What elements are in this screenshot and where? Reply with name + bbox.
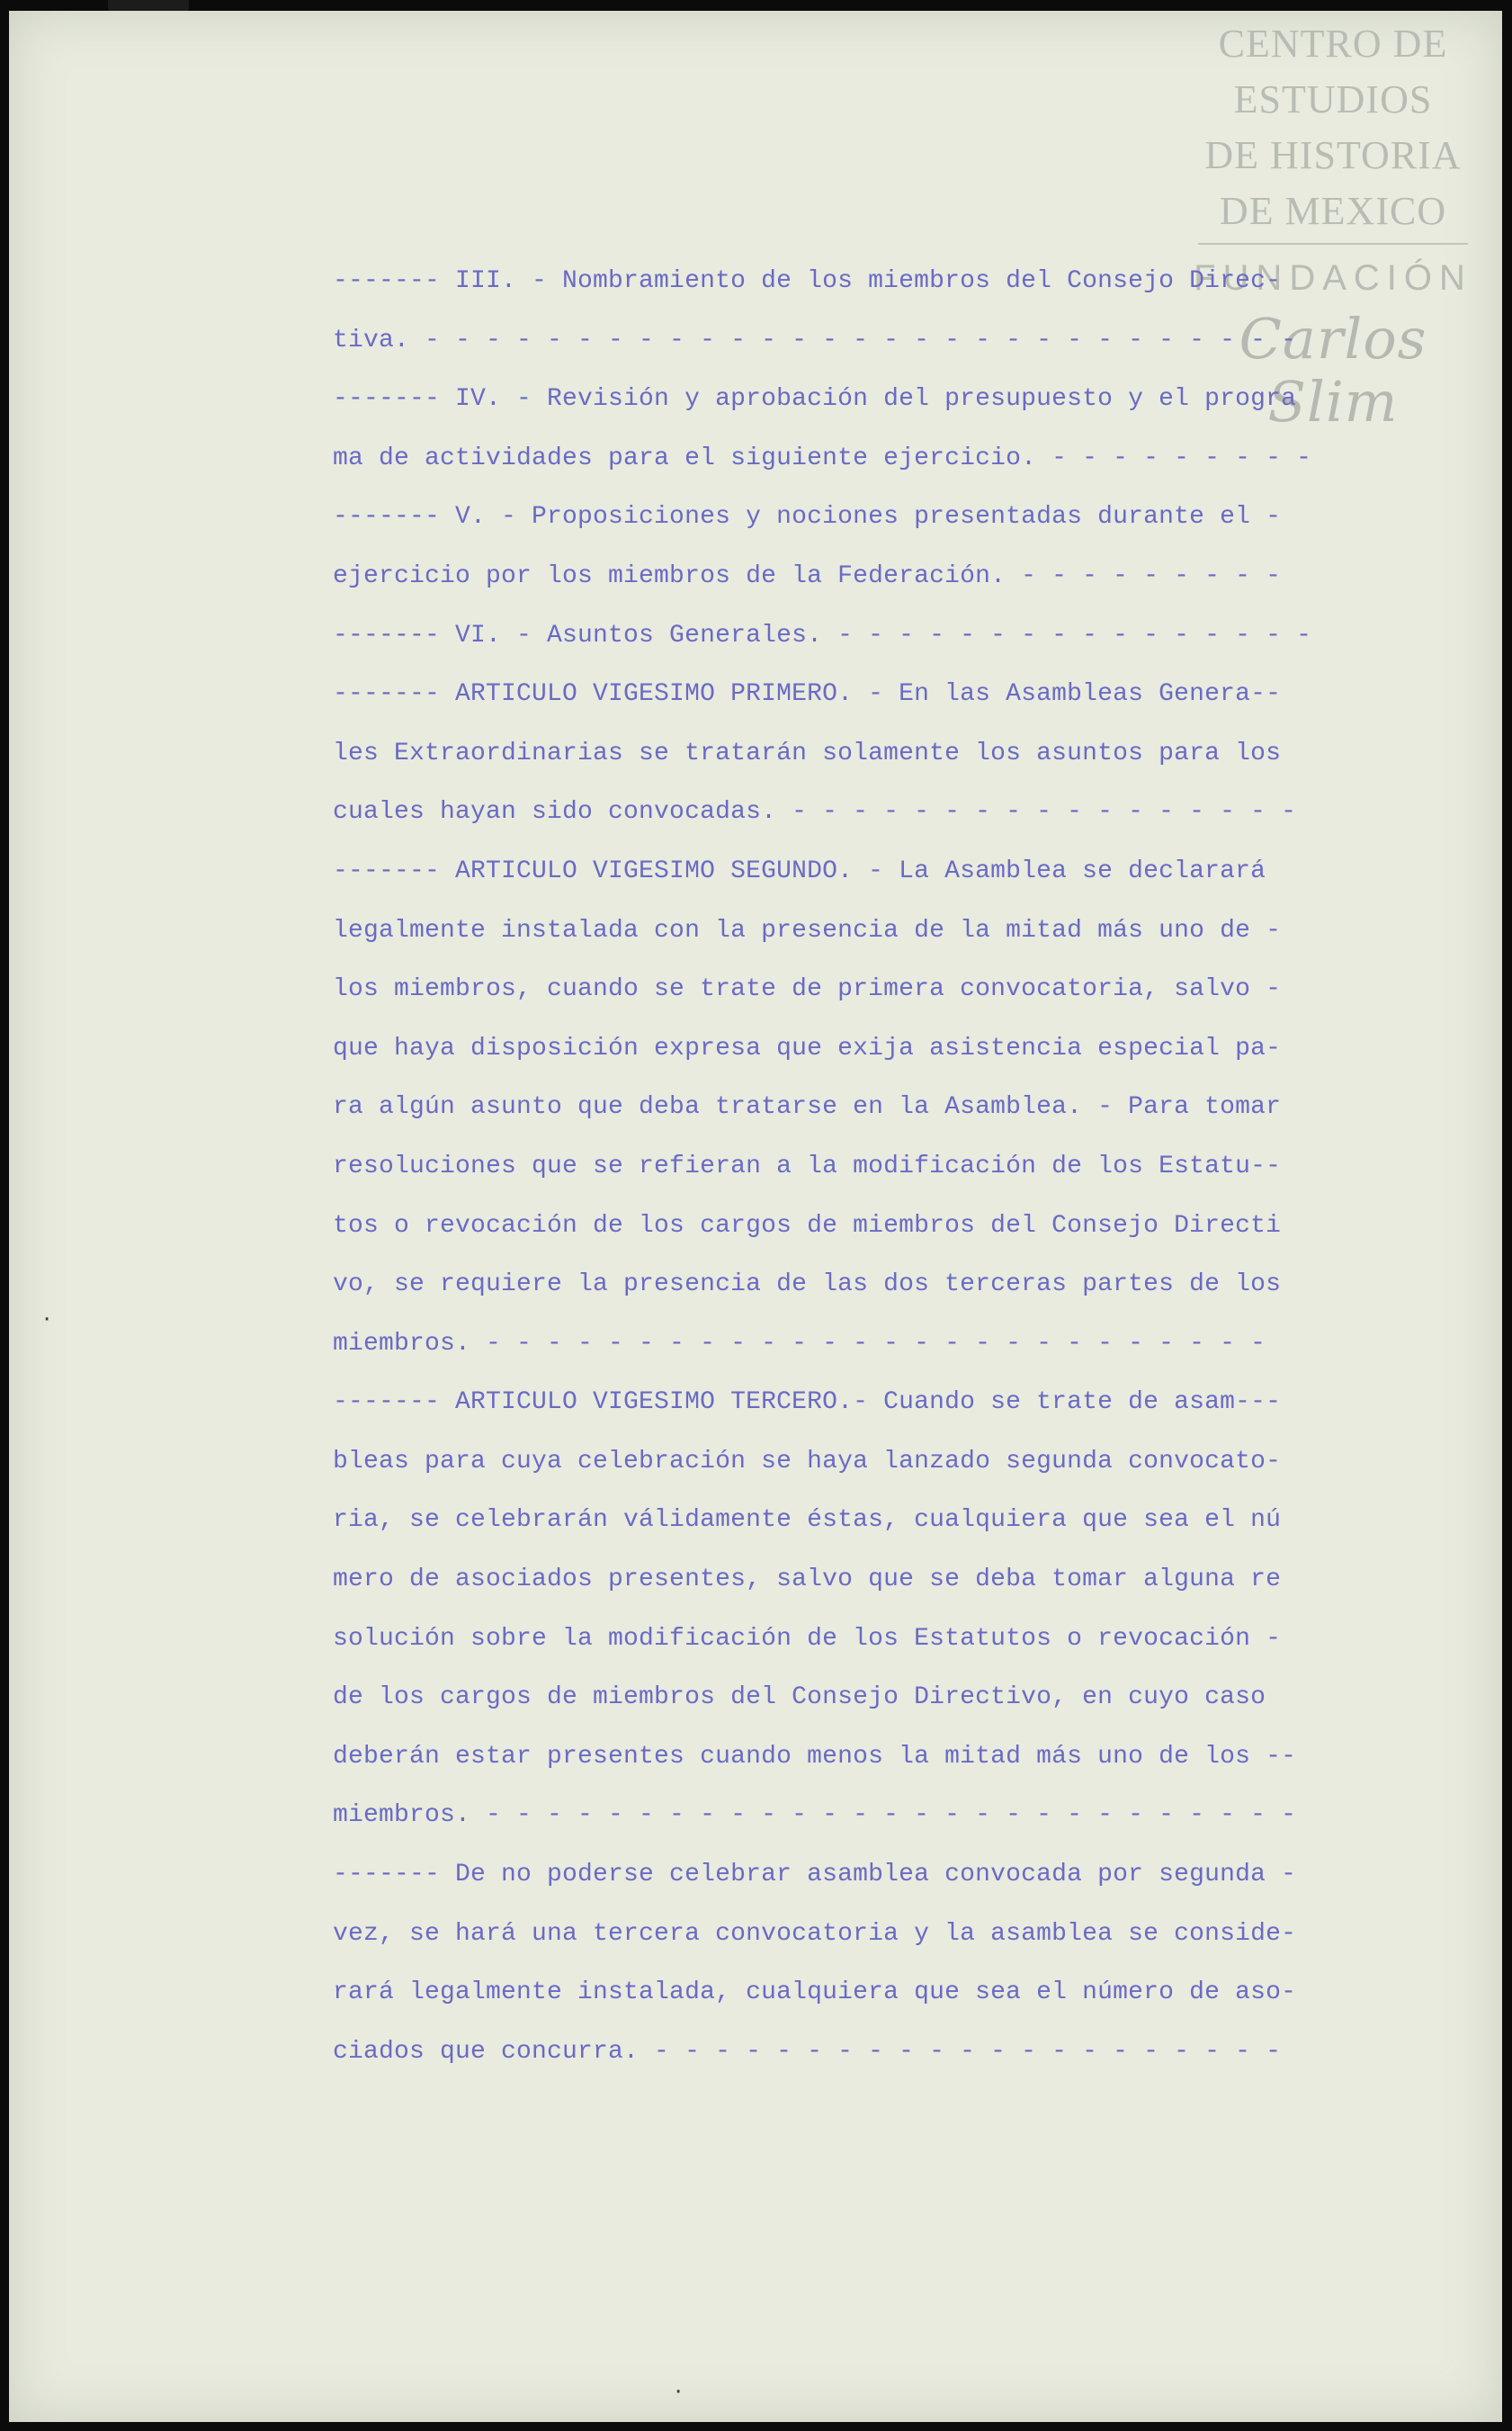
text-line: ------- VI. - Asuntos Generales. - - - - - - - - - - - - - - - -: [333, 621, 1312, 650]
watermark-signature: Carlos Slim: [1239, 306, 1427, 435]
watermark-line: DE HISTORIA: [1204, 133, 1462, 177]
text-line: ejercicio por los miembros de la Federación. - - - - - - - - -: [333, 561, 1282, 590]
text-line: mero de asociados presentes, salvo que se deba tomar alguna re: [333, 1565, 1282, 1594]
text-line: legalmente instalada con la presencia de la mitad más uno de -: [333, 916, 1282, 945]
text-line: resoluciones que se refieran a la modificación de los Estatu--: [333, 1152, 1282, 1180]
text-line: tiva. - - - - - - - - - - - - - - - - - - - - - - - - - - - - -: [333, 326, 1297, 354]
watermark-line: ESTUDIOS: [1233, 77, 1433, 121]
document-page: [9, 11, 1502, 2422]
text-line: deberán estar presentes cuando menos la mitad más uno de los --: [333, 1742, 1297, 1771]
text-line: que haya disposición expresa que exija asistencia especial pa-: [333, 1034, 1282, 1063]
text-line: bleas para cuya celebración se haya lanzado segunda convocato-: [333, 1447, 1282, 1476]
text-line: ------- ARTICULO VIGESIMO PRIMERO. - En las Asambleas Genera--: [333, 680, 1282, 709]
text-line: ------- III. - Nombramiento de los miembros del Consejo Direc-: [333, 267, 1282, 295]
typed-text-body: [333, 252, 1312, 2081]
text-line: ciados que concurra. - - - - - - - - - - - - - - - - - - - - -: [333, 2037, 1282, 2066]
text-line: ------- ARTICULO VIGESIMO TERCERO.- Cuando se trate de asam---: [333, 1388, 1282, 1417]
paper-speck: ·: [675, 2379, 683, 2406]
text-line: ma de actividades para el siguiente ejercicio. - - - - - - - - -: [333, 444, 1312, 472]
watermark-divider: [1198, 243, 1468, 245]
text-line: de los cargos de miembros del Consejo Directivo, en cuyo caso: [333, 1683, 1266, 1712]
text-line: vez, se hará una tercera convocatoria y la asamblea se conside-: [333, 1919, 1297, 1948]
watermark-line: CENTRO DE: [1218, 22, 1448, 66]
text-line: miembros. - - - - - - - - - - - - - - - - - - - - - - - - - -: [333, 1329, 1266, 1358]
watermark-line: DE MEXICO: [1219, 189, 1447, 233]
text-line: rará legalmente instalada, cualquiera que sea el número de aso-: [333, 1978, 1297, 2007]
text-line: les Extraordinarias se tratarán solamente los asuntos para los: [333, 739, 1282, 767]
text-line: ria, se celebrarán válidamente éstas, cualquiera que sea el nú: [333, 1506, 1282, 1535]
text-line: ------- IV. - Revisión y aprobación del presupuesto y el progra: [333, 385, 1297, 414]
text-line: ra algún asunto que deba tratarse en la Asamblea. - Para tomar: [333, 1093, 1282, 1122]
paper-speck: ·: [43, 1306, 51, 1333]
text-line: solución sobre la modificación de los Estatutos o revocación -: [333, 1624, 1282, 1653]
text-line: ------- V. - Proposiciones y nociones presentadas durante el -: [333, 503, 1282, 532]
text-line: ------- De no poderse celebrar asamblea convocada por segunda -: [333, 1861, 1297, 1889]
text-line: los miembros, cuando se trate de primera convocatoria, salvo -: [333, 975, 1282, 1004]
text-line: miembros. - - - - - - - - - - - - - - - - - - - - - - - - - - -: [333, 1801, 1297, 1830]
watermark-foundation: FUNDACIÓN: [1194, 258, 1472, 298]
text-line: cuales hayan sido convocadas. - - - - - - - - - - - - - - - - -: [333, 798, 1297, 827]
text-line: ------- ARTICULO VIGESIMO SEGUNDO. - La Asamblea se declarará: [333, 857, 1266, 885]
text-line: vo, se requiere la presencia de las dos terceras partes de los: [333, 1270, 1282, 1299]
text-line: tos o revocación de los cargos de miembros del Consejo Directi: [333, 1211, 1282, 1240]
